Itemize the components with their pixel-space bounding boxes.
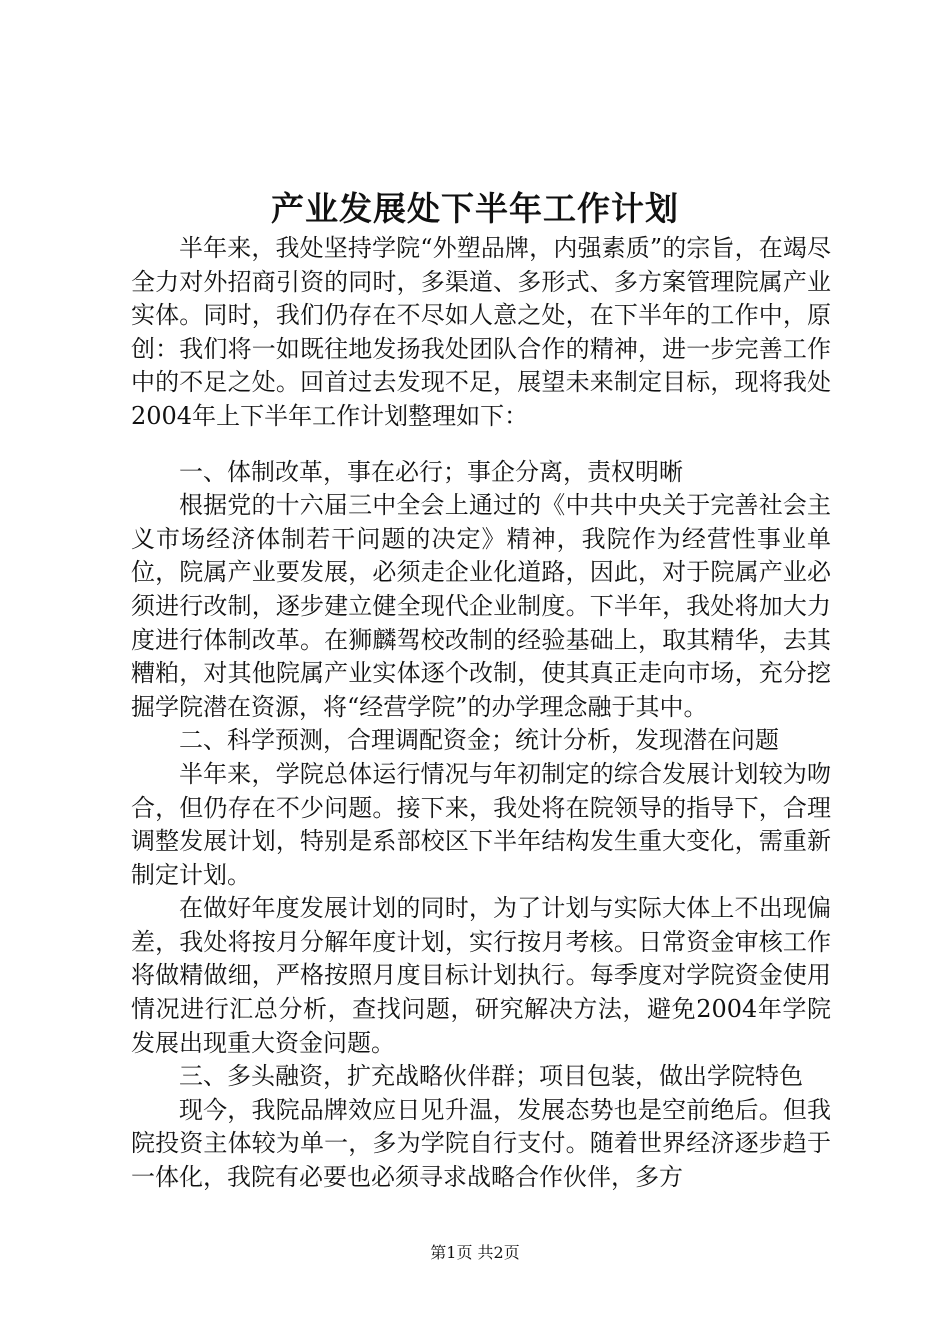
paragraph-section-2b: 在做好年度发展计划的同时，为了计划与实际大体上不出现偏差，我处将按月分解年度计划，实行按月考核。日常资金审核工作将做精做细，严格按照月度目标计划执行。每季度对学院资金使用情况进行汇总分析，查找问题，研究解决方法，避免2004年学院发展出现重大资金问题。: [131, 894, 831, 1057]
section-heading-1: 一、体制改革，事在必行；事企分离，责权明晰: [179, 457, 683, 486]
document-body: [131, 232, 831, 1195]
section-heading-3: 三、多头融资，扩充战略伙伴群；项目包装，做出学院特色: [179, 1062, 803, 1091]
page-number-footer: 第1页 共2页: [430, 1243, 520, 1262]
document-title: 产业发展处下半年工作计划: [271, 189, 679, 228]
paragraph-intro: 半年来，我处坚持学院“外塑品牌，内强素质”的宗旨，在竭尽全力对外招商引资的同时，多渠道、多形式、多方案管理院属产业实体。同时，我们仍存在不尽如人意之处，在下半年的工作中，原创：我们将一如既往地发扬我处团队合作的精神，进一步完善工作中的不足之处。回首过去发现不足，展望未来制定目标，现将我处2004年上下半年工作计划整理如下：: [131, 234, 831, 430]
section-heading-2: 二、科学预测，合理调配资金；统计分析，发现潜在问题: [179, 726, 779, 755]
paragraph-section-3: 现今，我院品牌效应日见升温，发展态势也是空前绝后。但我院投资主体较为单一，多为学院自行支付。随着世界经济逐步趋于一体化，我院有必要也必须寻求战略合作伙伴，多方: [131, 1095, 831, 1192]
paragraph-section-1: 根据党的十六届三中全会上通过的《中共中央关于完善社会主义市场经济体制若干问题的决定》精神，我院作为经营性事业单位，院属产业要发展，必须走企业化道路，因此，对于院属产业必须进行改制，逐步建立健全现代企业制度。下半年，我处将加大力度进行体制改革。在狮麟驾校改制的经验基础上，取其精华，去其糟粕，对其他院属产业实体逐个改制，使其真正走向市场，充分挖掘学院潜在资源，将“经营学院”的办学理念融于其中。: [131, 491, 831, 721]
paragraph-section-2a: 半年来，学院总体运行情况与年初制定的综合发展计划较为吻合，但仍存在不少问题。接下来，我处将在院领导的指导下，合理调整发展计划，特别是系部校区下半年结构发生重大变化，需重新制定计划。: [131, 759, 831, 889]
paragraph-spacer: [131, 434, 831, 456]
